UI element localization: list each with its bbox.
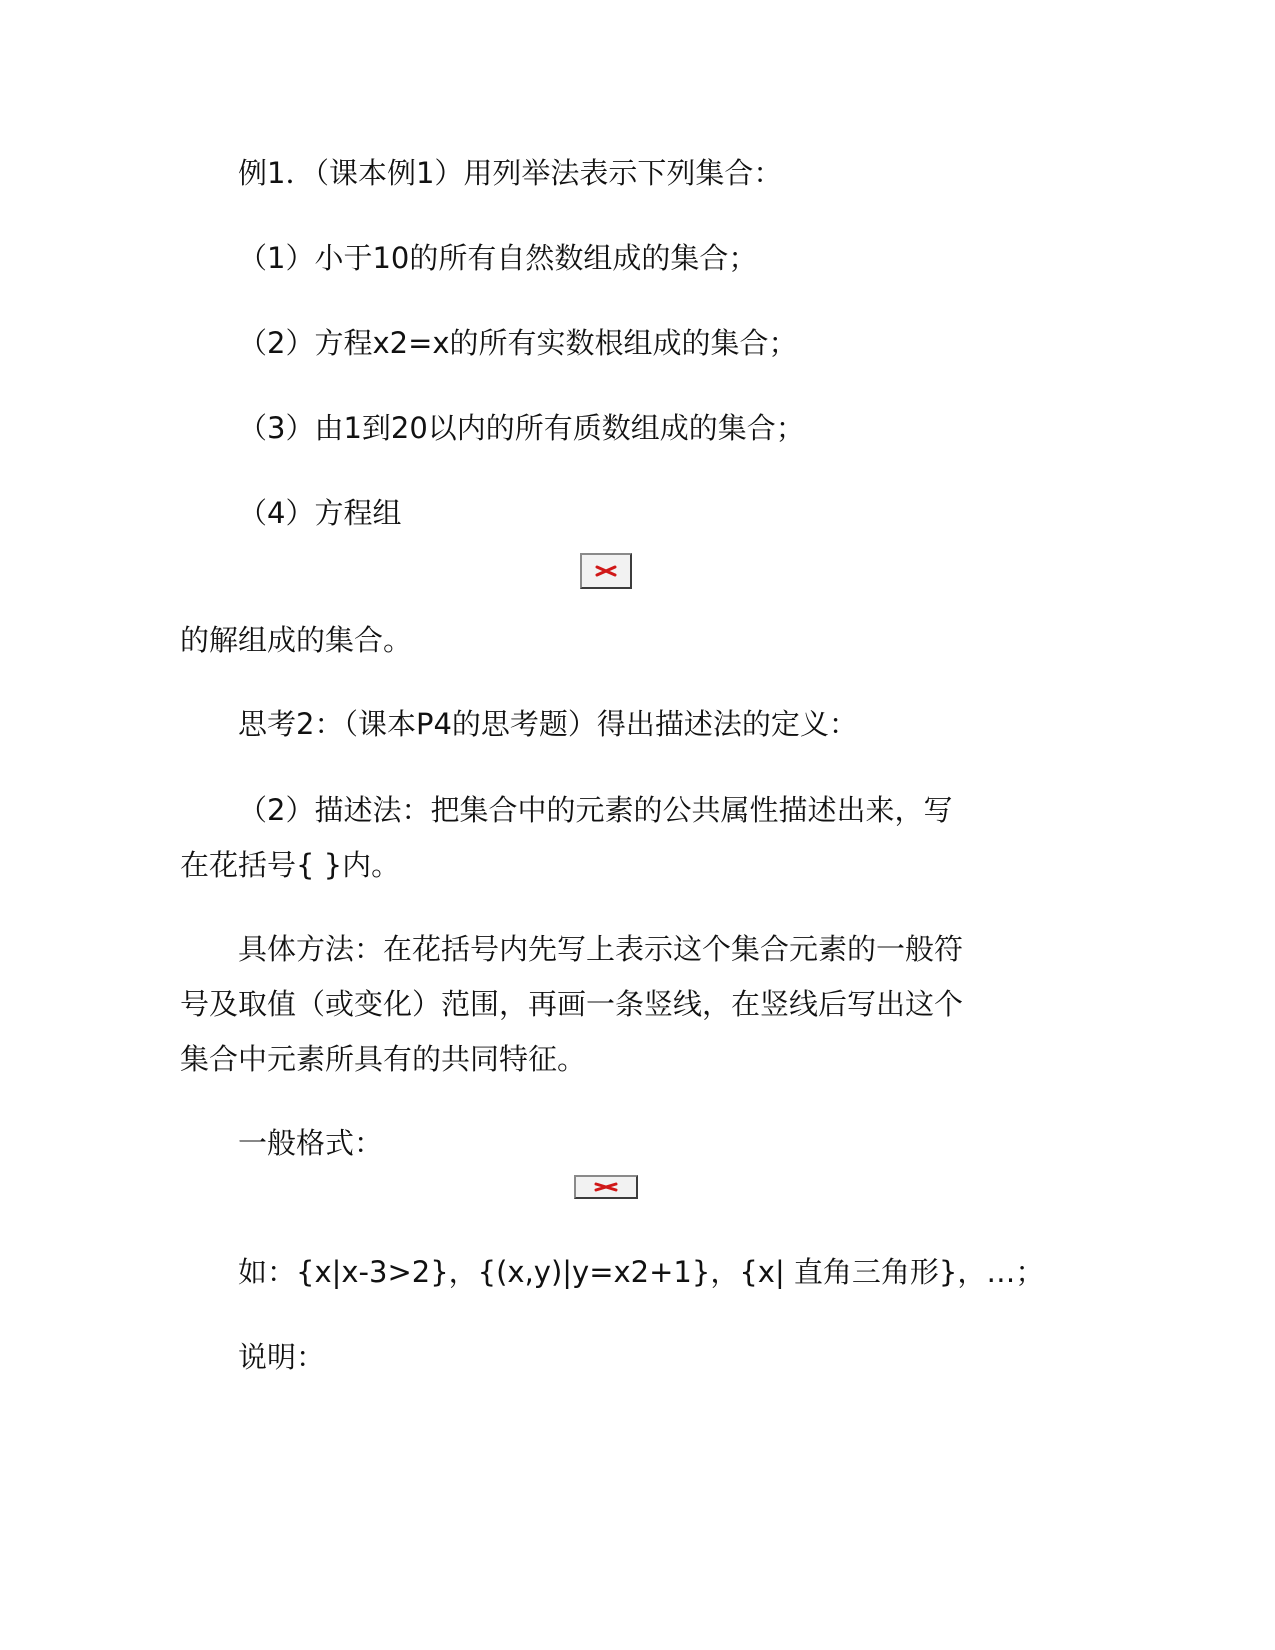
general-format-heading: 一般格式： xyxy=(238,1126,384,1160)
broken-image-icon xyxy=(594,564,618,578)
think-2-heading: 思考2：（课本P4的思考题）得出描述法的定义： xyxy=(238,707,858,741)
description-method-definition: （2）描述法：把集合中的元素的公共属性描述出来，写 xyxy=(238,793,953,827)
broken-image-icon xyxy=(593,1182,619,1192)
example-item-1: （1）小于10的所有自然数组成的集合； xyxy=(238,241,758,275)
example-1-heading: 例1．（课本例1）用列举法表示下列集合： xyxy=(238,156,783,190)
example-item-3: （3）由1到20以内的所有质数组成的集合； xyxy=(238,411,805,445)
specific-method-paragraph-line-2: 号及取值（或变化）范围，再画一条竖线，在竖线后写出这个 xyxy=(180,987,964,1021)
example-item-2: （2）方程x2=x的所有实数根组成的集合； xyxy=(238,326,798,360)
example-item-4-continuation: 的解组成的集合。 xyxy=(180,623,413,657)
specific-method-paragraph-line-3: 集合中元素所具有的共同特征。 xyxy=(180,1042,587,1076)
specific-method-paragraph: 具体方法：在花括号内先写上表示这个集合元素的一般符 xyxy=(238,932,964,966)
examples-line: 如：{x|x-3>2}，{(x,y)|y=x2+1}，{x| 直角三角形}，…； xyxy=(238,1255,1045,1289)
example-item-4: （4）方程组 xyxy=(238,496,402,530)
general-format-image xyxy=(574,1175,638,1199)
explanation-heading: 说明： xyxy=(238,1340,326,1374)
equation-system-image xyxy=(580,553,632,589)
description-method-definition-cont: 在花括号{ }内。 xyxy=(180,848,401,882)
